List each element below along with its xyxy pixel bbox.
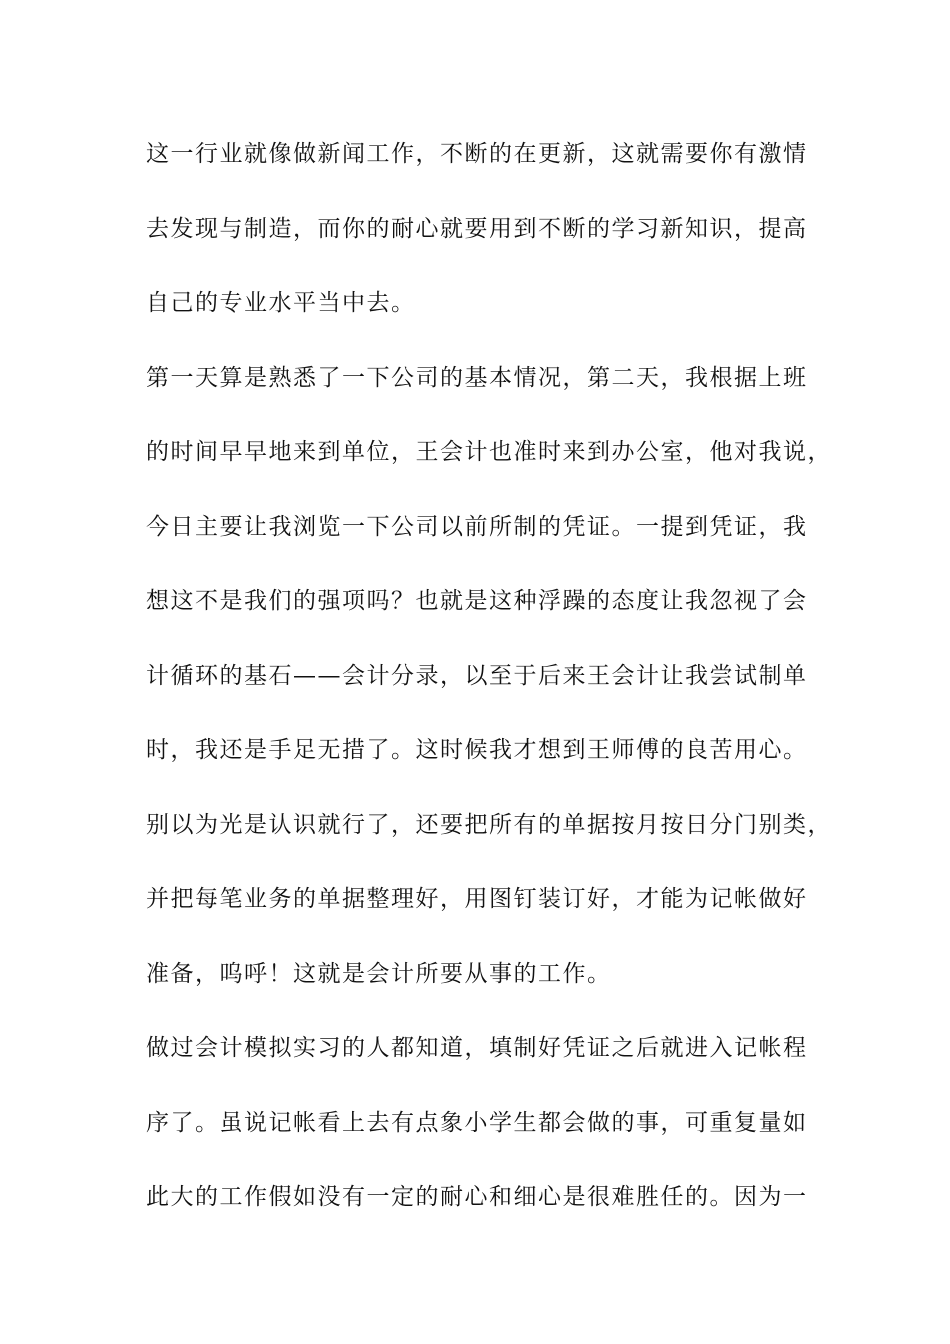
text-line: 准备，呜呼！这就是会计所要从事的工作。 (146, 960, 612, 987)
text-line: 去发现与制造，而你的耐心就要用到不断的学习新知识，提高 (146, 215, 808, 242)
text-line: 序了。虽说记帐看上去有点象小学生都会做的事，可重复量如 (146, 1109, 808, 1136)
text-line: 今日主要让我浏览一下公司以前所制的凭证。一提到凭证，我 (146, 513, 808, 540)
body-text (146, 132, 836, 1250)
text-line: 并把每笔业务的单据整理好，用图钉装订好，才能为记帐做好 (146, 886, 808, 912)
text-line: 此大的工作假如没有一定的耐心和细心是很难胜任的。因为一 (146, 1184, 808, 1210)
text-line: 想这不是我们的强项吗？也就是这种浮躁的态度让我忽视了会 (146, 588, 808, 614)
text-line: 别以为光是认识就行了，还要把所有的单据按月按日分门别类， (146, 811, 832, 838)
text-line: 自己的专业水平当中去。 (146, 290, 416, 316)
text-line: 计循环的基石——会计分录，以至于后来王会计让我尝试制单 (146, 662, 808, 689)
text-line: 的时间早早地来到单位，王会计也准时来到办公室，他对我说， (146, 439, 832, 465)
text-line: 时，我还是手足无措了。这时候我才想到王师傅的良苦用心。 (146, 737, 808, 763)
text-line: 做过会计模拟实习的人都知道，填制好凭证之后就进入记帐程 (146, 1035, 808, 1061)
text-line: 第一天算是熟悉了一下公司的基本情况，第二天，我根据上班 (146, 364, 808, 391)
text-line: 这一行业就像做新闻工作，不断的在更新，这就需要你有激情 (146, 141, 808, 167)
